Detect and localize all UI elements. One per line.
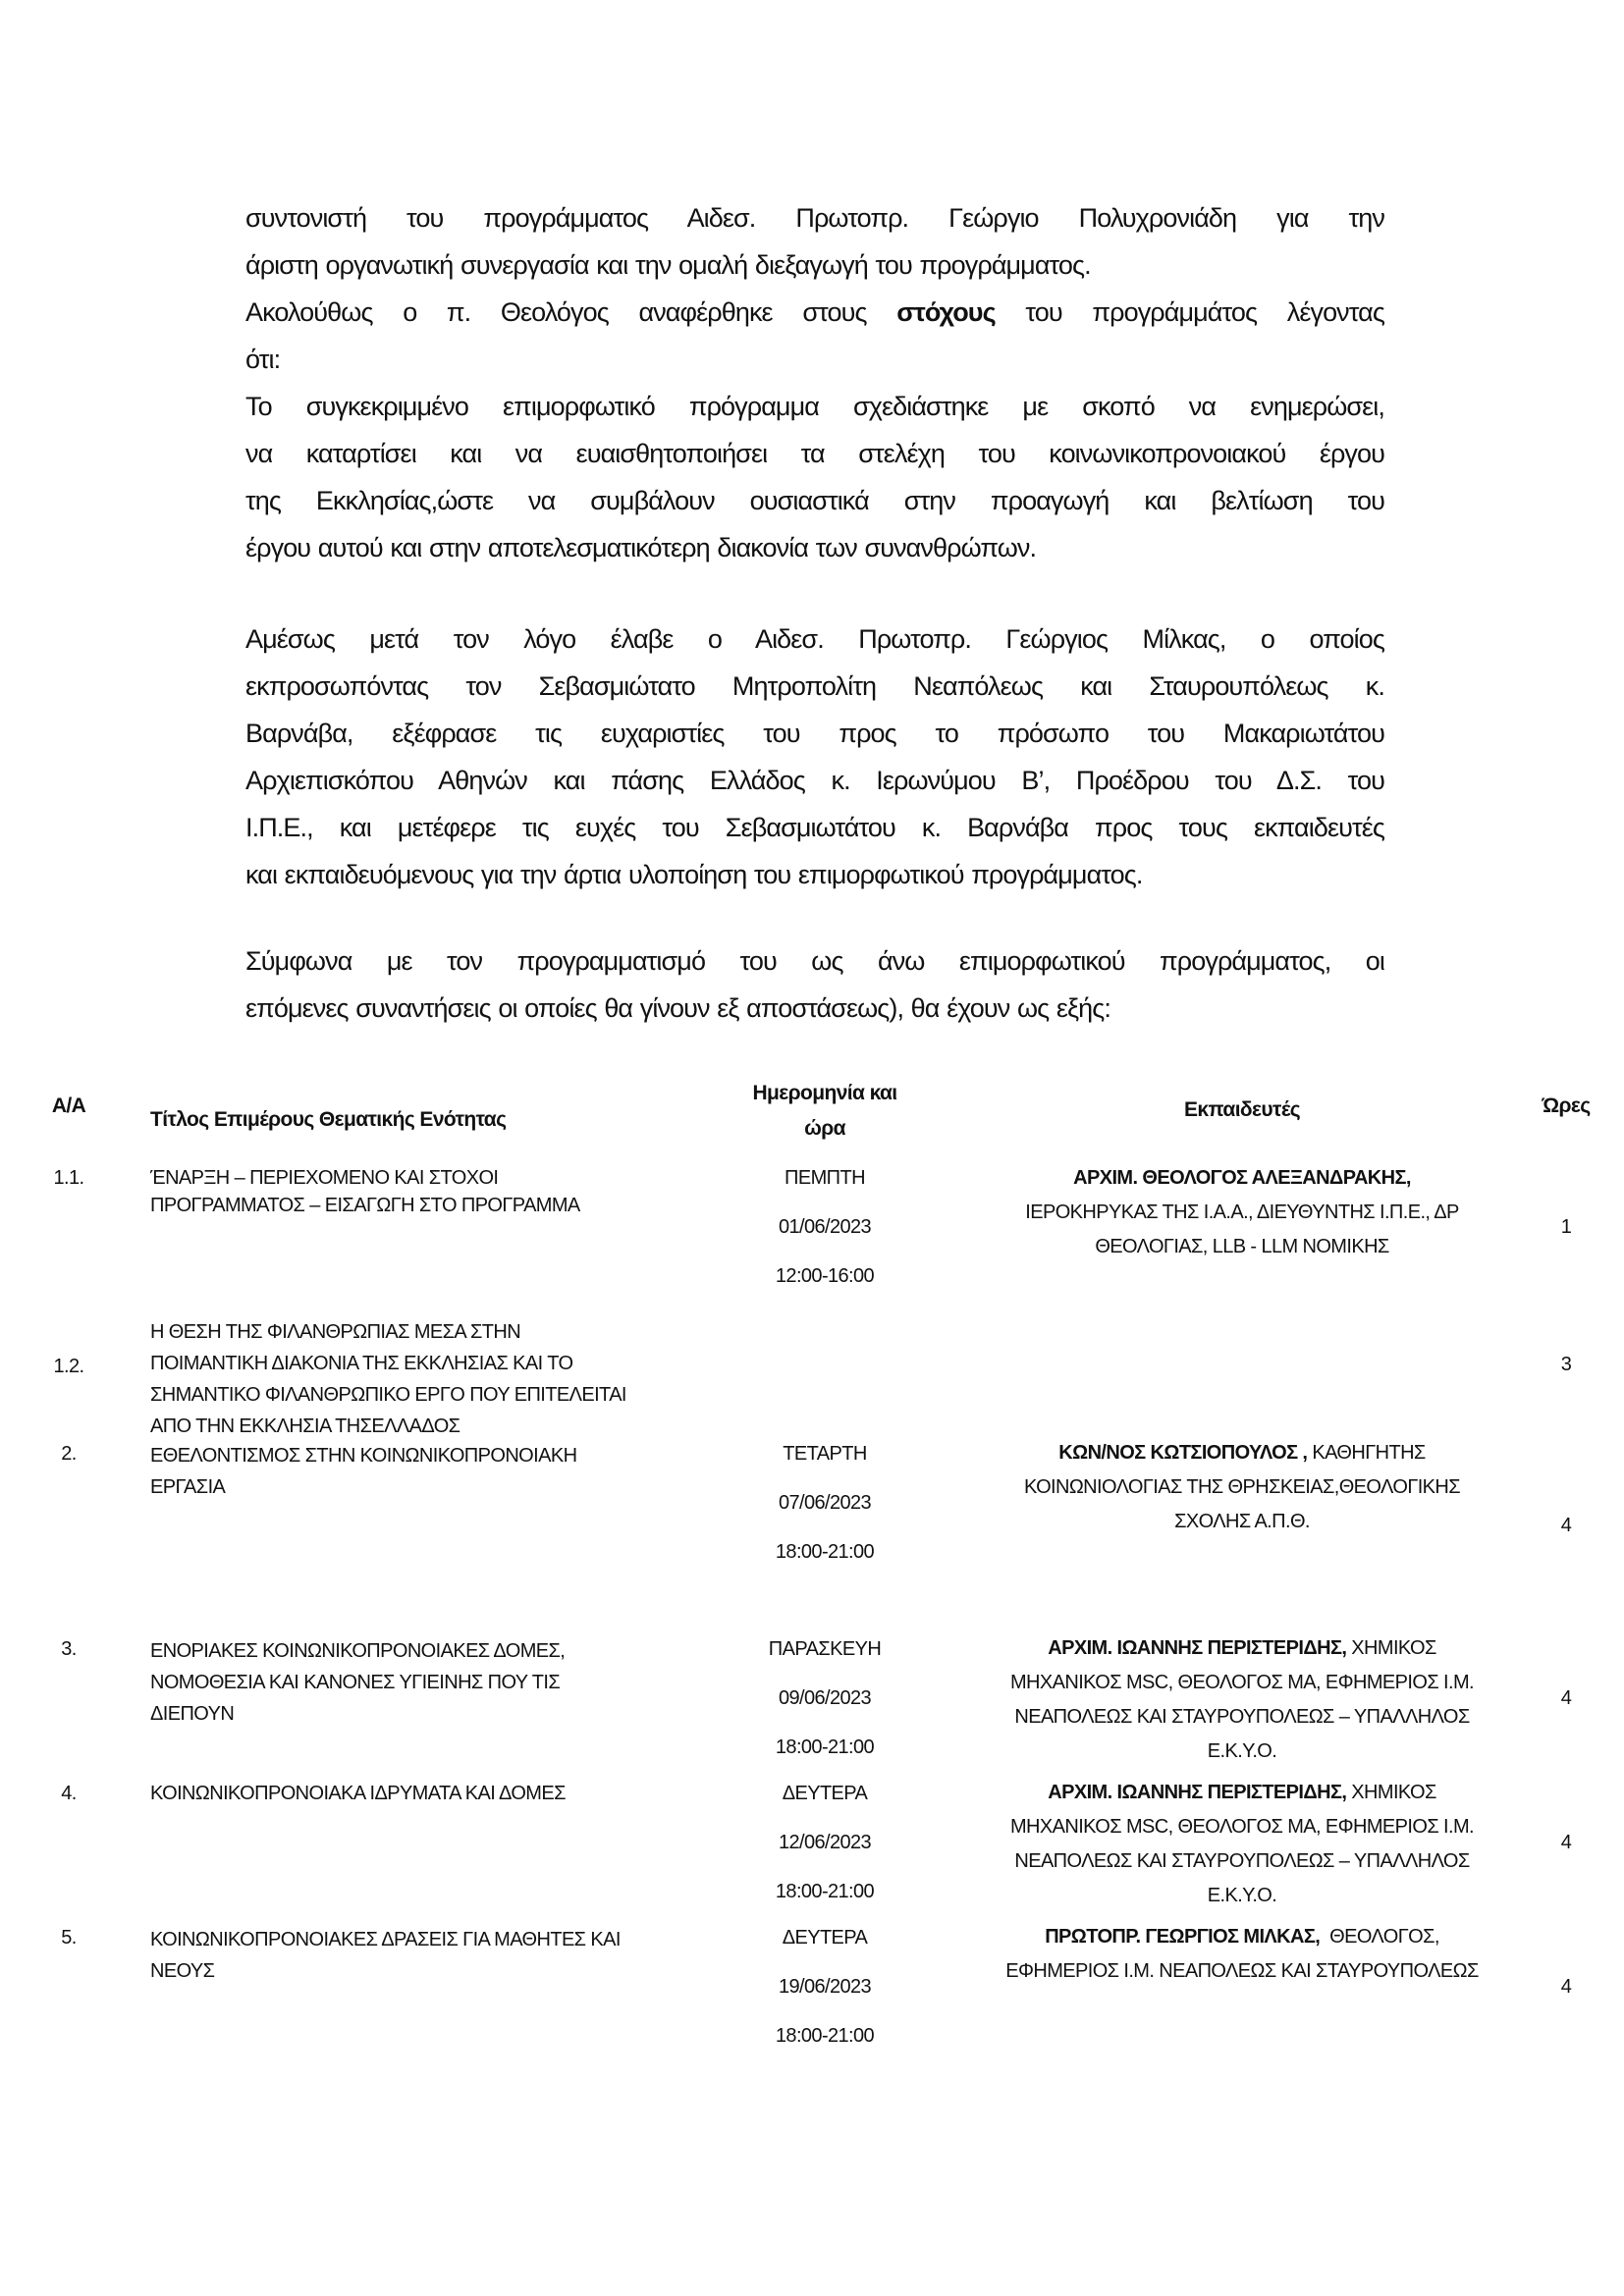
header-hours: Ώρες <box>1542 1095 1591 1117</box>
row-hours: 4 <box>1560 1515 1572 1536</box>
trainer-desc: Ε.Κ.Υ.Ο. <box>1207 1740 1277 1762</box>
row-trainer <box>943 1776 1542 1913</box>
emphasis-goals: στόχους <box>896 297 996 327</box>
time: 18:00-21:00 <box>775 1881 875 1902</box>
row-title <box>150 1780 680 1807</box>
row-trainer <box>943 1631 1542 1769</box>
row-hours: 4 <box>1560 1687 1572 1709</box>
day: ΔΕΥΤΕΡΑ <box>782 1927 868 1949</box>
row-trainer <box>943 1920 1542 1989</box>
text-line: και εκπαιδευόμενους για την άρτια υλοποίηση του επιμορφωτικού προγράμματος. <box>245 860 1143 889</box>
row-num: 4. <box>61 1783 77 1804</box>
day: ΠΕΜΠΤΗ <box>785 1167 865 1189</box>
paragraph-schedule-intro <box>245 937 1384 1032</box>
trainer-desc: ΕΦΗΜΕΡΙΟΣ Ι.Μ. ΝΕΑΠΟΛΕΩΣ ΚΑΙ ΣΤΑΥΡΟΥΠΟΛΕΩΣ <box>1005 1960 1479 1982</box>
row-trainer <box>943 1161 1542 1264</box>
row-date <box>727 1625 923 1772</box>
trainer-desc: ΘΕΟΛΟΓΙΑΣ, LLB - LLM ΝΟΜΙΚΗΣ <box>1095 1236 1389 1257</box>
trainer-desc: ΣΧΟΛΗΣ Α.Π.Θ. <box>1174 1511 1310 1532</box>
date: 07/06/2023 <box>778 1492 872 1514</box>
text-line: Βαρνάβα, εξέφρασε τις ευχαριστίες του προς το πρόσωπο του Μακαριωτάτου <box>245 719 1384 748</box>
text-line: Ι.Π.Ε., και μετέφερε τις ευχές του Σεβασμιωτάτου κ. Βαρνάβα προς τους εκπαιδευτές <box>245 813 1384 842</box>
text-line: έργου αυτού και στην αποτελεσματικότερη διακονία των συνανθρώπων. <box>245 533 1037 562</box>
trainer-name: ΠΡΩΤΟΠΡ. ΓΕΩΡΓΙΟΣ ΜΙΛΚΑΣ, <box>1045 1926 1321 1948</box>
trainer-desc: ΧΗΜΙΚΟΣ <box>1346 1637 1436 1659</box>
text-span: του προγράμμάτος λέγοντας <box>1025 297 1384 327</box>
title-line: ΈΝΑΡΞΗ – ΠΕΡΙΕΧΟΜΕΝΟ ΚΑΙ ΣΤΟΧΟΙ <box>150 1167 499 1189</box>
row-title <box>150 1164 680 1219</box>
row-num: 5. <box>61 1927 77 1949</box>
trainer-desc: ΧΗΜΙΚΟΣ <box>1346 1782 1436 1803</box>
row-date <box>727 1913 923 2060</box>
row-hours: 1 <box>1560 1216 1572 1238</box>
date: 09/06/2023 <box>778 1687 872 1709</box>
header-trainers: Εκπαιδευτές <box>1183 1098 1301 1121</box>
title-line: ΠΟΙΜΑΝΤΙΚΗ ΔΙΑΚΟΝΙΑ ΤΗΣ ΕΚΚΛΗΣΙΑΣ ΚΑΙ ΤΟ <box>150 1353 573 1374</box>
text-line: ότι: <box>245 345 281 374</box>
row-date <box>727 1769 923 1916</box>
day: ΤΕΤΑΡΤΗ <box>783 1443 867 1465</box>
row-title <box>150 1316 680 1442</box>
text-line: Σύμφωνα με τον προγραμματισμό του ως άνω επιμορφωτικού προγράμματος, οι <box>245 946 1384 976</box>
text-span: Ακολούθως ο π. Θεολόγος αναφέρθηκε στους <box>245 297 867 327</box>
title-line: ΕΘΕΛΟΝΤΙΣΜΟΣ ΣΤΗΝ ΚΟΙΝΩΝΙΚΟΠΡΟΝΟΙΑΚΗ <box>150 1445 577 1467</box>
trainer-name: ΚΩΝ/ΝΟΣ ΚΩΤΣΙΟΠΟΥΛΟΣ , <box>1058 1442 1308 1464</box>
text-line: Αρχιεπισκόπου Αθηνών και πάσης Ελλάδος κ. Ιερωνύμου Β’, Προέδρου του Δ.Σ. του <box>245 766 1384 795</box>
row-date <box>727 1153 923 1301</box>
title-line: ΣΗΜΑΝΤΙΚΟ ΦΙΛΑΝΘΡΩΠΙΚΟ ΕΡΓΟ ΠΟΥ ΕΠΙΤΕΛΕΙΤΑΙ <box>150 1384 626 1406</box>
trainer-name: ΑΡΧΙΜ. ΙΩΑΝΝΗΣ ΠΕΡΙΣΤΕΡΙΔΗΣ, <box>1048 1782 1347 1803</box>
paragraph-greetings <box>245 615 1384 898</box>
row-trainer <box>943 1436 1542 1539</box>
paragraph-goals <box>245 194 1384 571</box>
header-num: Α/Α <box>51 1095 86 1117</box>
time: 18:00-21:00 <box>775 2025 875 2047</box>
row-title <box>150 1924 680 1987</box>
header-title: Τίτλος Επιμέρους Θεματικής Ενότητας <box>150 1108 507 1131</box>
text-line: της Εκκλησίας,ώστε να συμβάλουν ουσιαστικά στην προαγωγή και βελτίωση του <box>245 486 1384 515</box>
trainer-desc: ΜΗΧΑΝΙΚΟΣ MSC, ΘΕΟΛΟΓΟΣ ΜΑ, ΕΦΗΜΕΡΙΟΣ Ι.Μ. <box>1010 1672 1474 1693</box>
time: 12:00-16:00 <box>775 1265 875 1287</box>
day: ΔΕΥΤΕΡΑ <box>782 1783 868 1804</box>
row-num: 1.1. <box>53 1167 84 1189</box>
trainer-name: ΑΡΧΙΜ. ΘΕΟΛΟΓΟΣ ΑΛΕΞΑΝΔΡΑΚΗΣ, <box>1073 1167 1411 1189</box>
text-line: επόμενες συναντήσεις οι οποίες θα γίνουν εξ αποστάσεως), θα έχουν ως εξής: <box>245 993 1111 1023</box>
text-line <box>245 289 1384 336</box>
time: 18:00-21:00 <box>775 1541 875 1563</box>
trainer-desc: ΘΕΟΛΟΓΟΣ, <box>1320 1926 1439 1948</box>
title-line: ΝΕΟΥΣ <box>150 1960 215 1982</box>
text-line: Αμέσως μετά τον λόγο έλαβε ο Αιδεσ. Πρωτοπρ. Γεώργιος Μίλκας, ο οποίος <box>245 624 1384 654</box>
header-date-line: Ημερομηνία και <box>752 1082 897 1104</box>
trainer-desc: Ε.Κ.Υ.Ο. <box>1207 1885 1277 1906</box>
row-hours: 3 <box>1560 1354 1572 1375</box>
trainer-desc: ΚΟΙΝΩΝΙΟΛΟΓΙΑΣ ΤΗΣ ΘΡΗΣΚΕΙΑΣ,ΘΕΟΛΟΓΙΚΗΣ <box>1023 1476 1461 1498</box>
title-line: ΚΟΙΝΩΝΙΚΟΠΡΟΝΟΙΑΚΕΣ ΔΡΑΣΕΙΣ ΓΙΑ ΜΑΘΗΤΕΣ ΚΑΙ <box>150 1929 621 1950</box>
title-line: ΝΟΜΟΘΕΣΙΑ ΚΑΙ ΚΑΝΟΝΕΣ ΥΓΙΕΙΝΗΣ ΠΟΥ ΤΙΣ <box>150 1672 561 1693</box>
title-line: ΑΠΟ ΤΗΝ ΕΚΚΛΗΣΙΑ ΤΗΣΕΛΛΑΔΟΣ <box>150 1415 460 1437</box>
title-line: ΠΡΟΓΡΑΜΜΑΤΟΣ – ΕΙΣΑΓΩΓΗ ΣΤΟ ΠΡΟΓΡΑΜΜΑ <box>150 1195 580 1216</box>
time: 18:00-21:00 <box>775 1736 875 1758</box>
row-title <box>150 1440 680 1503</box>
title-line: Η ΘΕΣΗ ΤΗΣ ΦΙΛΑΝΘΡΩΠΙΑΣ ΜΕΣΑ ΣΤΗΝ <box>150 1321 521 1343</box>
title-line: ΚΟΙΝΩΝΙΚΟΠΡΟΝΟΙΑΚΑ ΙΔΡΥΜΑΤΑ ΚΑΙ ΔΟΜΕΣ <box>150 1783 566 1804</box>
header-date-line: ώρα <box>804 1117 845 1140</box>
title-line: ΕΝΟΡΙΑΚΕΣ ΚΟΙΝΩΝΙΚΟΠΡΟΝΟΙΑΚΕΣ ΔΟΜΕΣ, <box>150 1640 566 1662</box>
header-date <box>727 1076 923 1147</box>
row-hours: 4 <box>1560 1832 1572 1853</box>
title-line: ΔΙΕΠΟΥΝ <box>150 1703 235 1725</box>
row-num: 2. <box>61 1443 77 1465</box>
text-line: συντονιστή του προγράμματος Αιδεσ. Πρωτοπρ. Γεώργιο Πολυχρονιάδη για την <box>245 203 1384 233</box>
trainer-desc: ΝΕΑΠΟΛΕΩΣ ΚΑΙ ΣΤΑΥΡΟΥΠΟΛΕΩΣ – ΥΠΑΛΛΗΛΟΣ <box>1014 1706 1470 1728</box>
text-line: Το συγκεκριμμένο επιμορφωτικό πρόγραμμα σχεδιάστηκε με σκοπό να ενημερώσει, <box>245 392 1384 421</box>
day: ΠΑΡΑΣΚΕΥΗ <box>768 1638 882 1660</box>
text-line: άριστη οργανωτική συνεργασία και την ομαλή διεξαγωγή του προγράμματος. <box>245 250 1091 280</box>
row-num: 3. <box>61 1638 77 1660</box>
trainer-desc: ΜΗΧΑΝΙΚΟΣ MSC, ΘΕΟΛΟΓΟΣ ΜΑ, ΕΦΗΜΕΡΙΟΣ Ι.Μ. <box>1010 1816 1474 1838</box>
row-hours: 4 <box>1560 1976 1572 1998</box>
text-line: εκπροσωπόντας τον Σεβασμιώτατο Μητροπολίτη Νεαπόλεως και Σταυρουπόλεως κ. <box>245 671 1384 701</box>
text-line: να καταρτίσει και να ευαισθητοποιήσει τα στελέχη του κοινωνικοπρονοιακού έργου <box>245 439 1384 468</box>
trainer-desc: ΙΕΡΟΚΗΡΥΚΑΣ ΤΗΣ Ι.Α.Α., ΔΙΕΥΘΥΝΤΗΣ Ι.Π.Ε., ΔΡ <box>1025 1201 1459 1223</box>
date: 19/06/2023 <box>778 1976 872 1998</box>
date: 01/06/2023 <box>778 1216 872 1238</box>
title-line: ΕΡΓΑΣΙΑ <box>150 1476 226 1498</box>
trainer-name: ΑΡΧΙΜ. ΙΩΑΝΝΗΣ ΠΕΡΙΣΤΕΡΙΔΗΣ, <box>1048 1637 1347 1659</box>
row-title <box>150 1635 680 1730</box>
trainer-desc: ΚΑΘΗΓΗΤΗΣ <box>1307 1442 1426 1464</box>
row-num: 1.2. <box>53 1356 84 1377</box>
row-date <box>727 1429 923 1576</box>
trainer-desc: ΝΕΑΠΟΛΕΩΣ ΚΑΙ ΣΤΑΥΡΟΥΠΟΛΕΩΣ – ΥΠΑΛΛΗΛΟΣ <box>1014 1850 1470 1872</box>
date: 12/06/2023 <box>778 1832 872 1853</box>
